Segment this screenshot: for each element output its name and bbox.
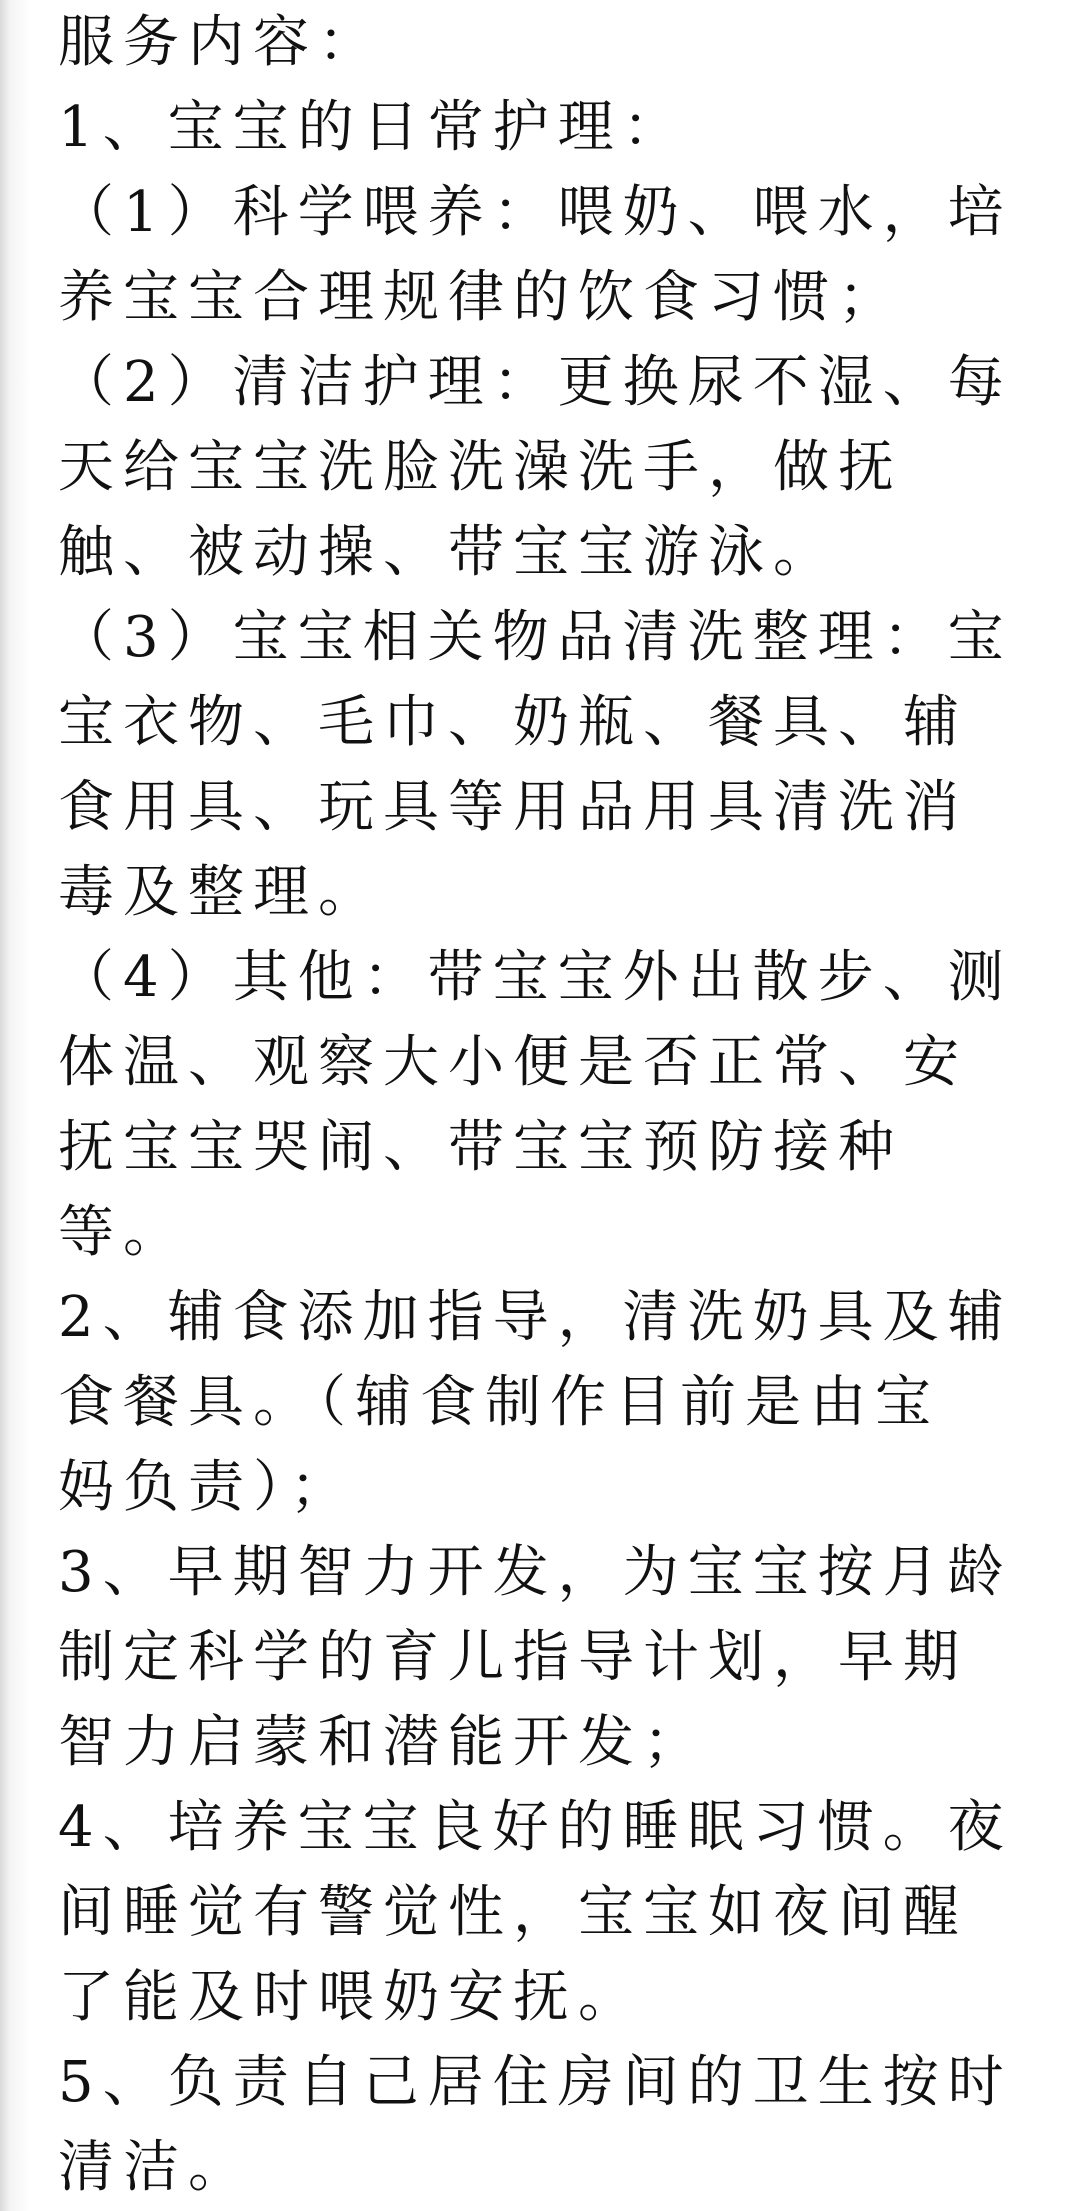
text-line: 抚宝宝哭闹、带宝宝预防接种 [58, 1115, 903, 1180]
text-line: 宝衣物、毛巾、奶瓶、餐具、辅 [58, 690, 968, 755]
text-line-heading: 服务内容： [58, 10, 383, 75]
text-line: 制定科学的育儿指导计划，早期 [58, 1625, 968, 1690]
text-line: 等。 [58, 1200, 188, 1265]
text-line: 毒及整理。 [58, 860, 383, 925]
text-line: （4）其他：带宝宝外出散步、测 [58, 945, 1013, 1010]
text-line: 智力启蒙和潜能开发； [58, 1710, 708, 1775]
text-line: 3、早期智力开发，为宝宝按月龄 [58, 1540, 1013, 1605]
text-line: 养宝宝合理规律的饮食习惯； [58, 265, 903, 330]
text-line: 妈负责）； [58, 1455, 355, 1520]
text-line: 触、被动操、带宝宝游泳。 [58, 520, 838, 585]
service-content-text [58, 0, 1068, 2210]
text-line: （1）科学喂养：喂奶、喂水，培 [58, 180, 1013, 245]
text-line: 食餐具。（辅食制作目前是由宝 [58, 1370, 940, 1435]
text-line: 了能及时喂奶安抚。 [58, 1965, 643, 2030]
text-line: 间睡觉有警觉性，宝宝如夜间醒 [58, 1880, 968, 1945]
text-line: 体温、观察大小便是否正常、安 [58, 1030, 968, 1095]
text-line: 2、辅食添加指导，清洗奶具及辅 [58, 1285, 1013, 1350]
text-line: 清洁。 [58, 2135, 253, 2200]
text-line: 4、培养宝宝良好的睡眠习惯。夜 [58, 1795, 1013, 1860]
text-line: 天给宝宝洗脸洗澡洗手，做抚 [58, 435, 903, 500]
text-line: （2）清洁护理：更换尿不湿、每 [58, 350, 1013, 415]
text-line: 1、宝宝的日常护理： [58, 95, 688, 160]
text-line: （3）宝宝相关物品清洗整理：宝 [58, 605, 1013, 670]
text-line: 5、负责自己居住房间的卫生按时 [58, 2050, 1013, 2115]
text-line: 食用具、玩具等用品用具清洗消 [58, 775, 968, 840]
